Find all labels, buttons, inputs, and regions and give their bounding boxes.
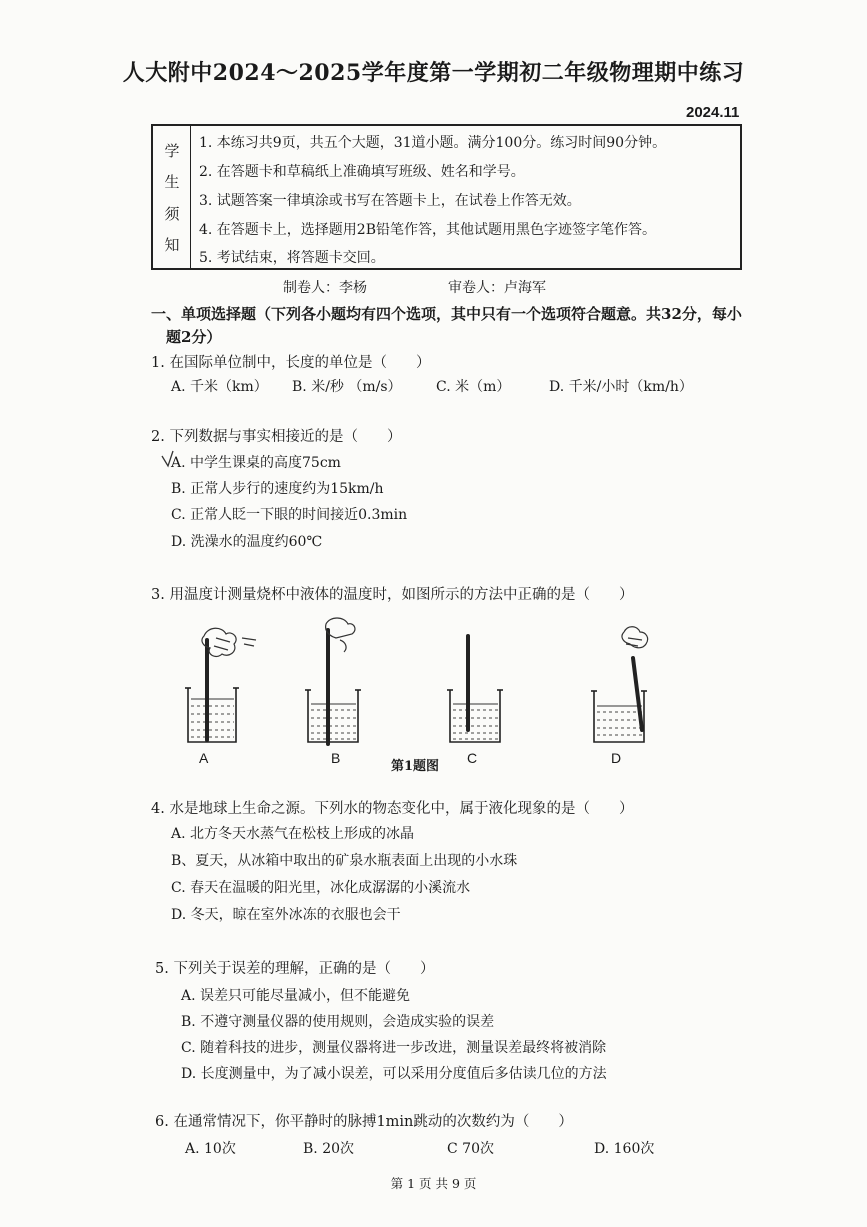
option-a: A. 千米（km） (171, 379, 268, 395)
option-c: C. 米（m） (436, 379, 511, 395)
question-stem: 6. 在通常情况下，你平静时的脉搏1min跳动的次数约为（ ） (155, 1114, 573, 1130)
notice-side-char: 须 (164, 205, 180, 223)
option-b: B、夏天，从冰箱中取出的矿泉水瓶表面上出现的小水珠 (171, 853, 518, 869)
question-stem: 4. 水是地球上生命之源。下列水的物态变化中，属于液化现象的是（ ） (151, 801, 634, 817)
figure-label-a: A (199, 750, 209, 766)
notice-side-char: 生 (164, 173, 180, 191)
notice-line: 2. 在答题卡和草稿纸上准确填写班级、姓名和学号。 (199, 164, 525, 180)
option-c: C 70次 (447, 1141, 494, 1157)
question-stem: 5. 下列关于误差的理解，正确的是（ ） (155, 961, 435, 977)
figure-label-b: B (331, 750, 341, 766)
notice-line: 1. 本练习共9页，共五个大题，31道小题。满分100分。练习时间90分钟。 (199, 135, 667, 151)
notice-line: 5. 考试结束，将答题卡交回。 (199, 250, 385, 266)
page-number: 第 1 页 共 9 页 (390, 1176, 477, 1191)
notice-side-label (153, 126, 191, 268)
page-title: 人大附中2024～2025学年度第一学期初二年级物理期中练习 (122, 60, 745, 86)
student-notice-box (151, 124, 742, 270)
option-b: B. 米/秒 （m/s） (292, 379, 402, 395)
notice-line: 3. 试题答案一律填涂或书写在答题卡上，在试卷上作答无效。 (199, 193, 581, 209)
option-a: A. 北方冬天水蒸气在松枝上形成的冰晶 (171, 826, 415, 842)
question-stem: 1. 在国际单位制中，长度的单位是（ ） (151, 355, 431, 371)
paper-author: 制卷人：李杨 (283, 280, 367, 296)
paper-reviewer: 审卷人：卢海军 (448, 280, 546, 296)
figure-caption: 第1题图 (391, 759, 440, 774)
option-d: D. 千米/小时（km/h） (549, 379, 693, 395)
section-heading: 一、单项选择题（下列各小题均有四个选项，其中只有一个选项符合题意。共32分，每小 (151, 305, 742, 323)
option-c: C. 正常人眨一下眼的时间接近0.3min (171, 507, 408, 523)
option-b: B. 20次 (303, 1141, 355, 1157)
thermometer-figure (150, 612, 710, 772)
question-stem: 3. 用温度计测量烧杯中液体的温度时，如图所示的方法中正确的是（ ） (151, 587, 634, 603)
figure-label-d: D (611, 750, 622, 766)
option-d: D. 洗澡水的温度约60℃ (171, 534, 323, 550)
option-d: D. 长度测量中，为了减小误差，可以采用分度值后多估读几位的方法 (181, 1066, 607, 1082)
option-d: D. 冬天，晾在室外冰冻的衣服也会干 (171, 907, 401, 923)
question-stem: 2. 下列数据与事实相接近的是（ ） (151, 429, 402, 445)
figure-label-c: C (467, 750, 478, 766)
option-b: B. 不遵守测量仪器的使用规则，会造成实验的误差 (181, 1014, 495, 1030)
option-d: D. 160次 (594, 1141, 655, 1157)
option-a: A. 10次 (185, 1141, 236, 1157)
option-b: B. 正常人步行的速度约为15km/h (171, 481, 384, 497)
notice-side-char: 学 (164, 142, 180, 160)
option-a: A. 误差只可能尽量减小，但不能避免 (181, 988, 411, 1004)
option-c: C. 随着科技的进步，测量仪器将进一步改进，测量误差最终将被消除 (181, 1040, 607, 1056)
option-c: C. 春天在温暖的阳光里，冰化成潺潺的小溪流水 (171, 880, 471, 896)
exam-date: 2024.11 (686, 104, 740, 121)
notice-side-char: 知 (164, 236, 180, 254)
notice-line: 4. 在答题卡上，选择题用2B铅笔作答，其他试题用黑色字迹签字笔作答。 (199, 222, 657, 238)
section-heading-cont: 题2分） (166, 328, 222, 346)
option-a: A. 中学生课桌的高度75cm (171, 455, 341, 471)
handwritten-check-mark (160, 448, 182, 470)
